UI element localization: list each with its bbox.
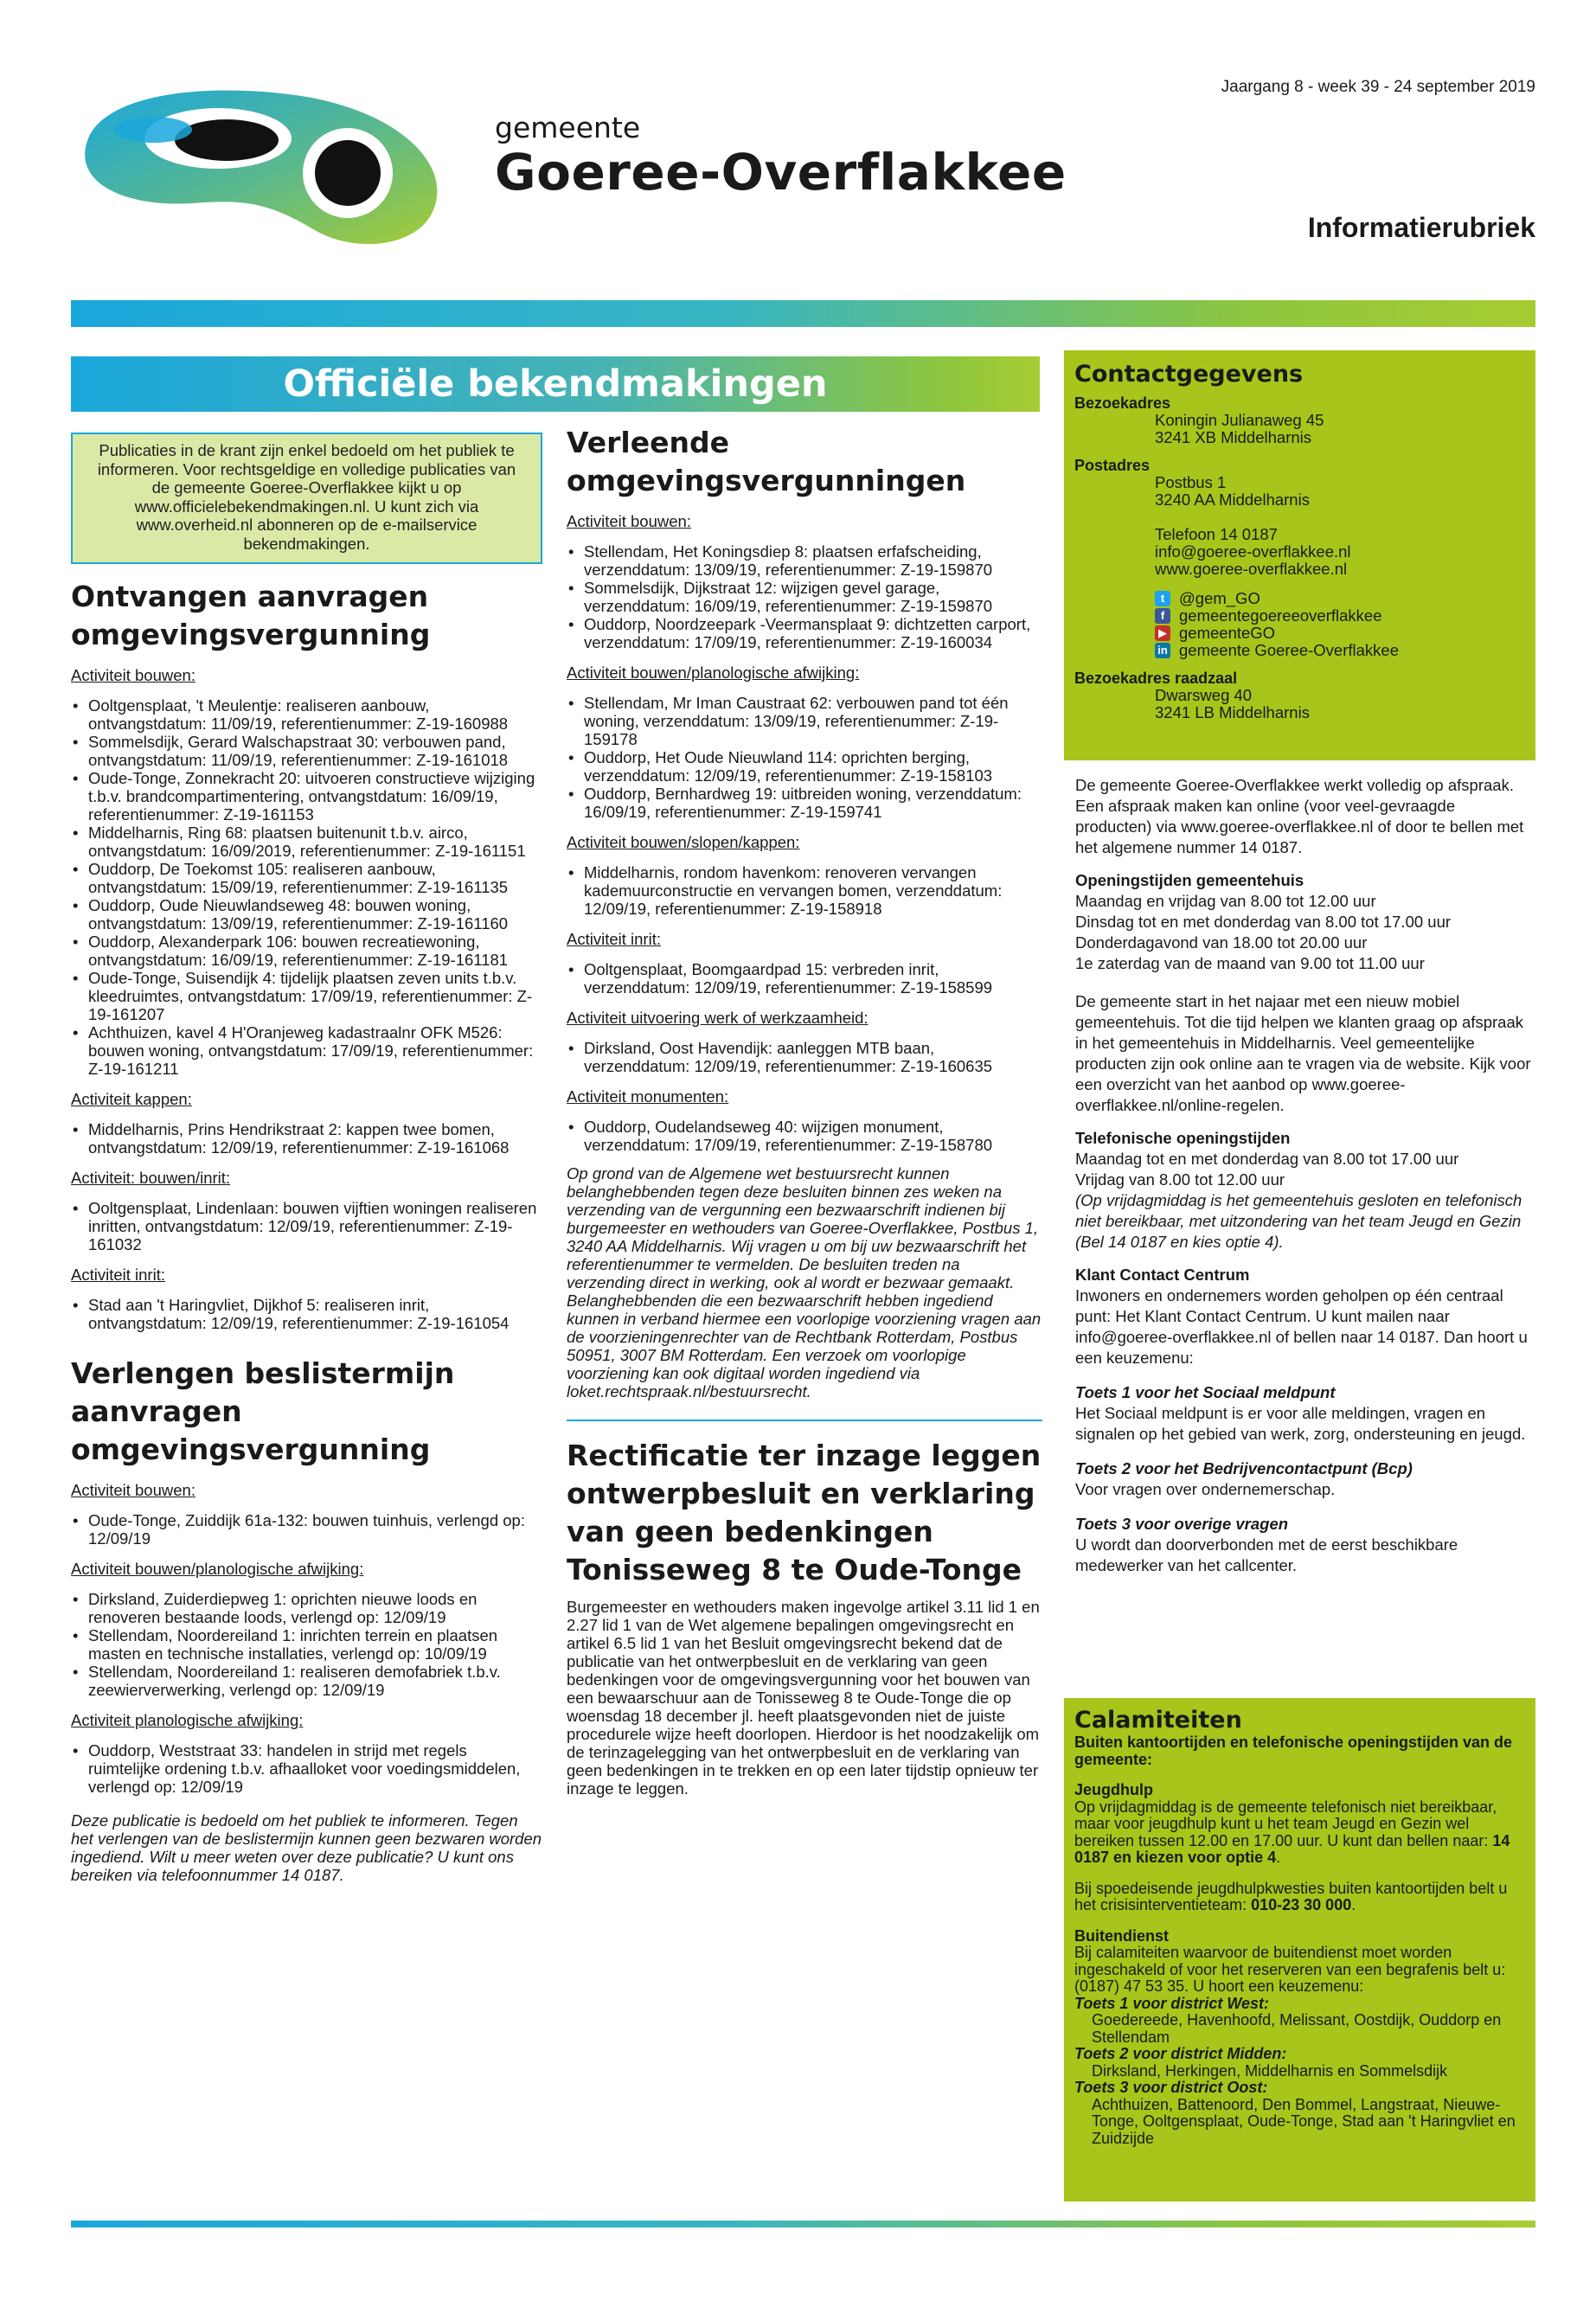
linkedin-icon: in [1155,643,1170,658]
facebook-icon: f [1155,608,1170,624]
granted-title: Verleende omgevingsvergunningen [567,426,966,497]
granted-bouwen-label: Activiteit bouwen: [567,512,691,530]
list-item: • Stellendam, Noordereiland 1: realiseren demofabriek t.b.v. zeewierverwerking, verlengd op: 12/09/19 [71,1663,542,1699]
visit-line-2: 3241 XB Middelharnis [1155,428,1311,446]
list-item: • Ooltgensplaat, 't Meulentje: realiseren aanbouw, ontvangstdatum: 11/09/19, referentienummer: Z-19-160988 [71,696,542,733]
kcc-body: Inwoners en ondernemers worden geholpen op één centraal punt: Het Klant Contact Centrum. U kunt mailen naar info@goeree-overflakkee.nl of bellen naar 14 0187. Dan hoort u een keuzemenu: [1075,1286,1528,1367]
kcc-title: Klant Contact Centrum [1075,1266,1250,1284]
column-left [71,578,542,1884]
received-kappen-list [71,1120,542,1157]
hours-line-3: Donderdagavond van 18.00 tot 20.00 uur [1075,933,1368,952]
west-body: Goedereede, Havenhoofd, Melissant, Oostdijk, Ouddorp en Stellendam [1092,2011,1502,2046]
youth-paragraph: Op vrijdagmiddag is de gemeente telefonisch niet bereikbaar, maar voor jeugdhulp kunt u het team Jeugd en Gezin wel bereiken tussen 12.00 en 17.00 uur. U kunt dan bellen naar: 14 0187 en kiezen voor optie 4. [1074,1798,1510,1866]
list-item: • Dirksland, Zuiderdiepweg 1: oprichten nieuwe loods en renoveren bestaande loods, verlengd op: 12/09/19 [71,1590,542,1626]
oost-body: Achthuizen, Battenoord, Den Bommel, Langstraat, Nieuwe-Tonge, Ooltgensplaat, Oude-Tonge, Stad aan 't Haringvliet en Zuidzijde [1092,2095,1516,2147]
list-item: • Achthuizen, kavel 4 H'Oranjeweg kadastraalnr OFK M526: bouwen woning, ontvangstdatum: 17/09/19, referentienummer: Z-19-161211 [71,1023,542,1078]
list-item: • Ouddorp, Noordzeepark -Veermansplaat 9: dichtzetten carport, verzenddatum: 17/09/19, referentienummer: Z-19-160034 [567,615,1042,651]
oost-title: Toets 3 voor district Oost: [1074,2079,1268,2096]
received-bouwen-inrit-label: Activiteit: bouwen/inrit: [71,1169,231,1187]
contact-box [1064,350,1535,760]
rectification-body: Burgemeester en wethouders maken ingevolge artikel 3.11 lid 1 en 2.27 lid 1 van de Wet algemene bepalingen omgevingsrecht en artikel 6.5 lid 1 van het Besluit omgevingsrecht bekend dat de publicatie van het ontwerpbesluit en de verklaring van geen bedenkingen voor de omgevingsvergunning voor het bouwen van een bewaarschuur aan de Tonisseweg 8 te Oude-Tonge die op woensdag 18 december jl. heeft plaatsgevonden niet de juiste procedurele wijze heeft doorlopen. Hierdoor is het noodzakelijk om de terinzagelegging van het ontwerpbesluit en de verklaring van geen bedenkingen in te trekken en op een later tijdstip opnieuw ter inzage te leggen. [567,1598,1040,1798]
social-facebook[interactable] [1074,607,1525,625]
granted-inrit-label: Activiteit inrit: [567,930,661,948]
list-item: • Oude-Tonge, Suisendijk 4: tijdelijk plaatsen zeven units t.b.v. kleedruimtes, ontvangstdatum: 17/09/19, referentienummer: Z-19-161207 [71,969,542,1023]
youth-title: Jeugdhulp [1074,1781,1153,1798]
list-item: • Ouddorp, De Toekomst 105: realiseren aanbouw, ontvangstdatum: 15/09/19, referentienummer: Z-19-161135 [71,860,542,896]
calamities-title: Calamiteiten [1074,1707,1242,1734]
extension-pa-label: Activiteit planologische afwijking: [71,1711,304,1729]
extension-bouwen-list [71,1511,542,1548]
phone-hours-title: Telefonische openingstijden [1075,1129,1291,1147]
column-right-info [1075,775,1534,1576]
calamities-box [1064,1698,1535,2202]
phone-hours-note: (Op vrijdagmiddag is het gemeentehuis gesloten en telefonisch niet bereikbaar, met uitzondering van het team Jeugd en Gezin (Bel 14 0187 en kies optie 4). [1075,1191,1522,1251]
column-middle [567,424,1042,1798]
brand-large: Goeree-Overflakkee [495,143,1067,202]
contact-phone: Telefoon 14 0187 [1155,525,1278,543]
midden-title: Toets 2 voor district Midden: [1074,2045,1287,2062]
contact-web[interactable]: www.goeree-overflakkee.nl [1155,560,1348,578]
toets3-title: Toets 3 voor overige vragen [1075,1515,1289,1533]
phone-hours-line-1: Maandag tot en met donderdag van 8.00 tot 17.00 uur [1075,1150,1459,1168]
received-bouwen-label: Activiteit bouwen: [71,666,195,684]
urgent-body: Bij spoedeisende jeugdhulpkwesties buiten kantoortijden belt u het crisisinterventieteam: [1074,1879,1508,1913]
list-item: • Ooltgensplaat, Boomgaardpad 15: verbreden inrit, verzenddatum: 12/09/19, referentienummer: Z-19-158599 [567,960,1042,997]
facebook-handle: gemeentegoereeoverflakkee [1179,606,1382,625]
gemeente-logo [71,78,452,255]
extension-bpa-list [71,1590,542,1699]
field-body: Bij calamiteiten waarvoor de buitendienst moet worden ingeschakeld of voor het reserveren van een begrafenis belt u: (0187) 47 53 35. U hoort een keuzemenu: [1074,1944,1506,1995]
midden-body: Dirksland, Herkingen, Middelharnis en Sommelsdijk [1092,2061,1448,2080]
granted-bpa-list [567,694,1042,821]
granted-mon-label: Activiteit monumenten: [567,1087,729,1106]
list-item: • Ooltgensplaat, Lindenlaan: bouwen vijftien woningen realiseren inritten, ontvangstdatum: 12/09/19, referentienummer: Z-19-161032 [71,1199,542,1253]
social-linkedin[interactable] [1074,642,1525,659]
brand-small: gemeente [495,111,641,144]
list-item: • Ouddorp, Alexanderpark 106: bouwen recreatiewoning, ontvangstdatum: 16/09/19, referentienummer: Z-19-161181 [71,933,542,969]
hours-line-1: Maandag en vrijdag van 8.00 tot 12.00 uur [1075,892,1376,910]
list-item: • Ouddorp, Het Oude Nieuwland 114: oprichten berging, verzenddatum: 12/09/19, referentienummer: Z-19-158103 [567,748,1042,785]
visit-label: Bezoekadres [1074,394,1171,412]
received-title: Ontvangen aanvragen omgevingsvergunning [71,580,431,651]
list-item: • Middelharnis, rondom havenkom: renoveren vervangen kademuurconstructie en vervangen bomen, verzenddatum: 12/09/19, referentienummer: Z-19-158918 [567,863,1042,918]
list-item: • Stad aan 't Haringvliet, Dijkhof 5: realiseren inrit, ontvangstdatum: 12/09/19, referentienummer: Z-19-161054 [71,1296,542,1332]
extension-note: Deze publicatie is bedoeld om het publiek te informeren. Tegen het verlengen van de beslistermijn kunnen geen bezwaren worden ingediend. Wilt u meer weten over deze publicatie? U kunt ons bereiken via telefoonnummer 14 0187. [71,1811,542,1884]
granted-inrit-list [567,960,1042,997]
granted-bpa-label: Activiteit bouwen/planologische afwijking: [567,663,860,682]
bottom-gradient-bar [71,2221,1535,2227]
extension-bpa-label: Activiteit bouwen/planologische afwijking: [71,1560,364,1578]
received-bouwen-list [71,696,542,1078]
hours-line-2: Dinsdag tot en met donderdag van 8.00 tot 17.00 uur [1075,913,1452,931]
urgent-phone: 010-23 30 000 [1251,1896,1352,1913]
youtube-icon: ▶ [1155,625,1170,641]
linkedin-handle: gemeente Goeree-Overflakkee [1179,641,1399,659]
contact-email[interactable]: info@goeree-overflakkee.nl [1155,542,1351,561]
twitter-handle: @gem_GO [1179,589,1260,607]
post-line-1: Postbus 1 [1155,473,1227,491]
council-label: Bezoekadres raadzaal [1074,670,1238,687]
list-item: • Oude-Tonge, Zonnekracht 20: uitvoeren constructieve wijziging t.b.v. brandcompartimentering, ontvangstdatum: 16/09/19, referentienummer: Z-19-161153 [71,769,542,824]
extension-bouwen-label: Activiteit bouwen: [71,1481,195,1499]
received-bouwen-inrit-list [71,1199,542,1253]
west-title: Toets 1 voor district West: [1074,1994,1270,2012]
toets1-body: Het Sociaal meldpunt is er voor alle meldingen, vragen en signalen op het gebied van werk, zorg, ondersteuning en jeugd. [1075,1404,1526,1443]
post-label: Postadres [1074,457,1151,474]
hours-line-4: 1e zaterdag van de maand van 9.00 tot 11.00 uur [1075,954,1425,972]
toets2-title: Toets 2 voor het Bedrijvencontactpunt (Bcp) [1075,1459,1413,1477]
appointment-text: De gemeente Goeree-Overflakkee werkt volledig op afspraak. Een afspraak maken kan online (voor veel-gevraagde producten) via www.goeree-overflakkee.nl of door te bellen met het algemene nummer 14 0187. [1075,776,1524,856]
list-item: • Dirksland, Oost Havendijk: aanleggen MTB baan, verzenddatum: 12/09/19, referentienummer: Z-19-160635 [567,1039,1042,1075]
youth-body: Op vrijdagmiddag is de gemeente telefonisch niet bereikbaar, maar voor jeugdhulp kunt u het team Jeugd en Gezin wel bereiken tussen 12.00 en 17.00 uur. U kunt dan bellen naar: [1074,1798,1497,1849]
list-item: • Stellendam, Mr Iman Caustraat 62: verbouwen pand tot één woning, verzenddatum: 13/09/19, referentienummer: Z-19-159178 [567,694,1042,748]
list-item: • Sommelsdijk, Dijkstraat 12: wijzigen gevel garage, verzenddatum: 16/09/19, referentienummer: Z-19-159870 [567,579,1042,615]
granted-bsk-list [567,863,1042,918]
toets1-title: Toets 1 voor het Sociaal meldpunt [1075,1383,1336,1401]
extension-title: Verlengen beslistermijn aanvragen omgevingsvergunning [71,1356,455,1466]
social-youtube[interactable] [1074,625,1525,642]
twitter-icon: t [1155,591,1170,606]
granted-werk-label: Activiteit uitvoering werk of werkzaamheid: [567,1009,869,1027]
toets3-body: U wordt dan doorverbonden met de eerst beschikbare medewerker van het callcenter. [1075,1535,1458,1574]
youtube-handle: gemeenteGO [1179,624,1276,642]
edition-info: Jaargang 8 - week 39 - 24 september 2019 [1221,78,1535,96]
post-line-2: 3240 AA Middelharnis [1155,490,1310,509]
notice-box: Publicaties in de krant zijn enkel bedoeld om het publiek te informeren. Voor rechtsgeldige en volledige publicaties van de gemeente Goeree-Overflakkee kijkt u op www.officielebekendmakingen.nl. U kunt zich via www.overheid.nl abonneren op de e-mailservice bekendmakingen. [71,433,542,564]
received-inrit-list [71,1296,542,1332]
received-inrit-label: Activiteit inrit: [71,1266,165,1284]
rubric-title: Informatierubriek [1307,212,1535,243]
extension-pa-list [71,1741,542,1796]
rectification-title: Rectificatie ter inzage leggen ontwerpbesluit en verklaring van geen bedenkingen Tonisseweg 8 te Oude-Tonge [567,1439,1042,1586]
granted-bouwen-list [567,542,1042,651]
list-item: • Middelharnis, Prins Hendrikstraat 2: kappen twee bomen, ontvangstdatum: 12/09/19, referentienummer: Z-19-161068 [71,1120,542,1157]
section-divider [567,1420,1042,1421]
calamities-subtitle: Buiten kantoortijden en telefonische openingstijden van de gemeente: [1074,1734,1513,1768]
visit-line-1: Koningin Julianaweg 45 [1155,411,1324,429]
top-gradient-bar [71,300,1535,327]
list-item: • Ouddorp, Oudelandseweg 40: wijzigen monument, verzenddatum: 17/09/19, referentienummer: Z-19-158780 [567,1118,1042,1154]
received-kappen-label: Activiteit kappen: [71,1090,192,1108]
phone-hours-line-2: Vrijdag van 8.00 tot 12.00 uur [1075,1170,1285,1189]
list-item: • Ouddorp, Oude Nieuwlandseweg 48: bouwen woning, ontvangstdatum: 13/09/19, referentienummer: Z-19-161160 [71,896,542,933]
official-notices-title: Officiële bekendmakingen [71,356,1040,412]
field-title: Buitendienst [1074,1926,1170,1945]
granted-note: Op grond van de Algemene wet bestuursrecht kunnen belanghebbenden tegen deze besluiten binnen zes weken na verzending van de vergunning een bezwaarschrift indienen bij burgemeester en wethouders van Goeree-Overflakkee, Postbus 1, 3240 AA Middelharnis. Wij vragen u om bij uw bezwaarschrift het referentienummer te vermelden. De besluiten treden na verzending direct in werking, ook al wordt er bezwaar gemaakt. Belanghebbenden die een bezwaarschrift hebben ingediend kunnen in verband hiermee een voorlopige voorziening vragen aan de voorzieningenrechter van de Rechtbank Rotterdam, Postbus 50951, 3007 BM Rotterdam. Een verzoek om voorlopige voorziening kan ook digitaal worden ingediend via loket.rechtspraak.nl/bestuursrecht. [567,1164,1042,1400]
list-item: • Middelharnis, Ring 68: plaatsen buitenunit t.b.v. airco, ontvangstdatum: 16/09/2019, referentienummer: Z-19-161151 [71,824,542,860]
granted-werk-list [567,1039,1042,1075]
contact-title: Contactgegevens [1074,361,1304,388]
mobile-text: De gemeente start in het najaar met een nieuw mobiel gemeentehuis. Tot die tijd helpen we klanten graag op afspraak in het gemeentehuis in Middelharnis. Veel gemeentelijke producten zijn ook online aan te vragen via de website. Kijk voor een overzicht van het aanbod op www.goeree-overflakkee.nl/online-regelen. [1075,992,1531,1114]
granted-bsk-label: Activiteit bouwen/slopen/kappen: [567,833,800,851]
hours-title: Openingstijden gemeentehuis [1075,871,1304,889]
list-item: • Sommelsdijk, Gerard Walschapstraat 30: verbouwen pand, ontvangstdatum: 11/09/19, referentienummer: Z-19-161018 [71,733,542,769]
list-item: • Ouddorp, Weststraat 33: handelen in strijd met regels ruimtelijke ordening t.b.v. afhaalloket voor voedingsmiddelen, verlengd op: 12/09/19 [71,1741,542,1796]
urgent-paragraph: Bij spoedeisende jeugdhulpkwesties buiten kantoortijden belt u het crisisinterventieteam: 010-23 30 000. [1074,1879,1508,1913]
council-line-1: Dwarsweg 40 [1155,686,1253,704]
list-item: • Oude-Tonge, Zuiddijk 61a-132: bouwen tuinhuis, verlengd op: 12/09/19 [71,1511,542,1548]
list-item: • Stellendam, Het Koningsdiep 8: plaatsen erfafscheiding, verzenddatum: 13/09/19, referentienummer: Z-19-159870 [567,542,1042,579]
social-twitter[interactable] [1074,590,1525,607]
youth-phone: 14 0187 en kiezen voor optie 4 [1074,1831,1510,1866]
council-line-2: 3241 LB Middelharnis [1155,703,1310,721]
toets2-body: Voor vragen over ondernemerschap. [1075,1480,1336,1498]
list-item: • Ouddorp, Bernhardweg 19: uitbreiden woning, verzenddatum: 16/09/19, referentienummer: Z-19-159741 [567,785,1042,821]
list-item: • Stellendam, Noordereiland 1: inrichten terrein en plaatsen masten en technische installaties, verlengd op: 10/09/19 [71,1626,542,1663]
granted-mon-list [567,1118,1042,1154]
